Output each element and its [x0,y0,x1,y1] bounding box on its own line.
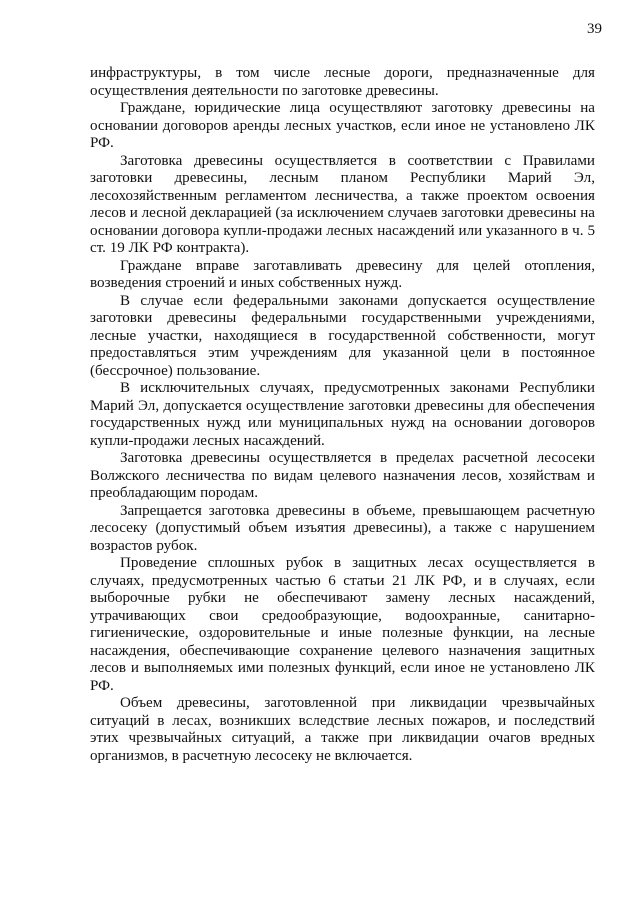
document-body [90,65,595,765]
paragraph-federal-institutions: В случае если федеральными законами допускается осуществление заготовки древесины федеральными государственными учреждениями, лесные участки, находящиеся в государственной собственности, могут предоставляться этим учреждениям для указанной цели в постоянное (бессрочное) пользование. [90,292,595,379]
paragraph-continuation: инфраструктуры, в том числе лесные дороги, предназначенные для осуществления деятельности по заготовке древесины. [90,65,595,99]
paragraph-allowable-cut: Заготовка древесины осуществляется в пределах расчетной лесосеки Волжского лесничества по видам целевого назначения лесов, хозяйствам и преобладающим породам. [90,450,595,501]
paragraph-contract-basis: Граждане, юридические лица осуществляют заготовку древесины на основании договоров аренды лесных участков, если иное не установлено ЛК РФ. [90,100,595,151]
paragraph-emergency-volume: Объем древесины, заготовленной при ликвидации чрезвычайных ситуаций в лесах, возникших вследствие лесных пожаров, и последствий этих чрезвычайных ситуаций, а также при ликвидации очагов вредных организмов, в расчетную лесосеку не включается. [90,695,595,764]
paragraph-clear-cutting: Проведение сплошных рубок в защитных лесах осуществляется в случаях, предусмотренных частью 6 статьи 21 ЛК РФ, и в случаях, если выборочные рубки не обеспечивают замену лесных насаждений, утрачивающих свои средообразующие, водоохранные, санитарно-гигиенические, оздоровительные и иные полезные функции, на лесные насаждения, обеспечивающие сохранение целевого назначения защитных лесов и выполняемых ими полезных функций, если иное не установлено ЛК РФ. [90,555,595,694]
paragraph-harvesting-rules: Заготовка древесины осуществляется в соответствии с Правилами заготовки древесины, лесным планом Республики Марий Эл, лесохозяйственным регламентом лесничества, а также проектом освоения лесов и лесной декларацией (за исключением случаев заготовки древесины на основании договора купли-продажи лесных насаждений или указанного в ч. 5 ст. 19 ЛК РФ контракта). [90,152,595,256]
paragraph-exceptional-cases: В исключительных случаях, предусмотренных законами Республики Марий Эл, допускается осуществление заготовки древесины для обеспечения государственных нужд или муниципальных нужд на основании договоров купли-продажи лесных насаждений. [90,380,595,449]
page-number: 39 [587,21,602,37]
paragraph-prohibition: Запрещается заготовка древесины в объеме, превышающем расчетную лесосеку (допустимый объем изъятия древесины), а также с нарушением возрастов рубок. [90,502,595,554]
paragraph-citizens-needs: Граждане вправе заготавливать древесину для целей отопления, возведения строений и иных собственных нужд. [90,257,595,291]
